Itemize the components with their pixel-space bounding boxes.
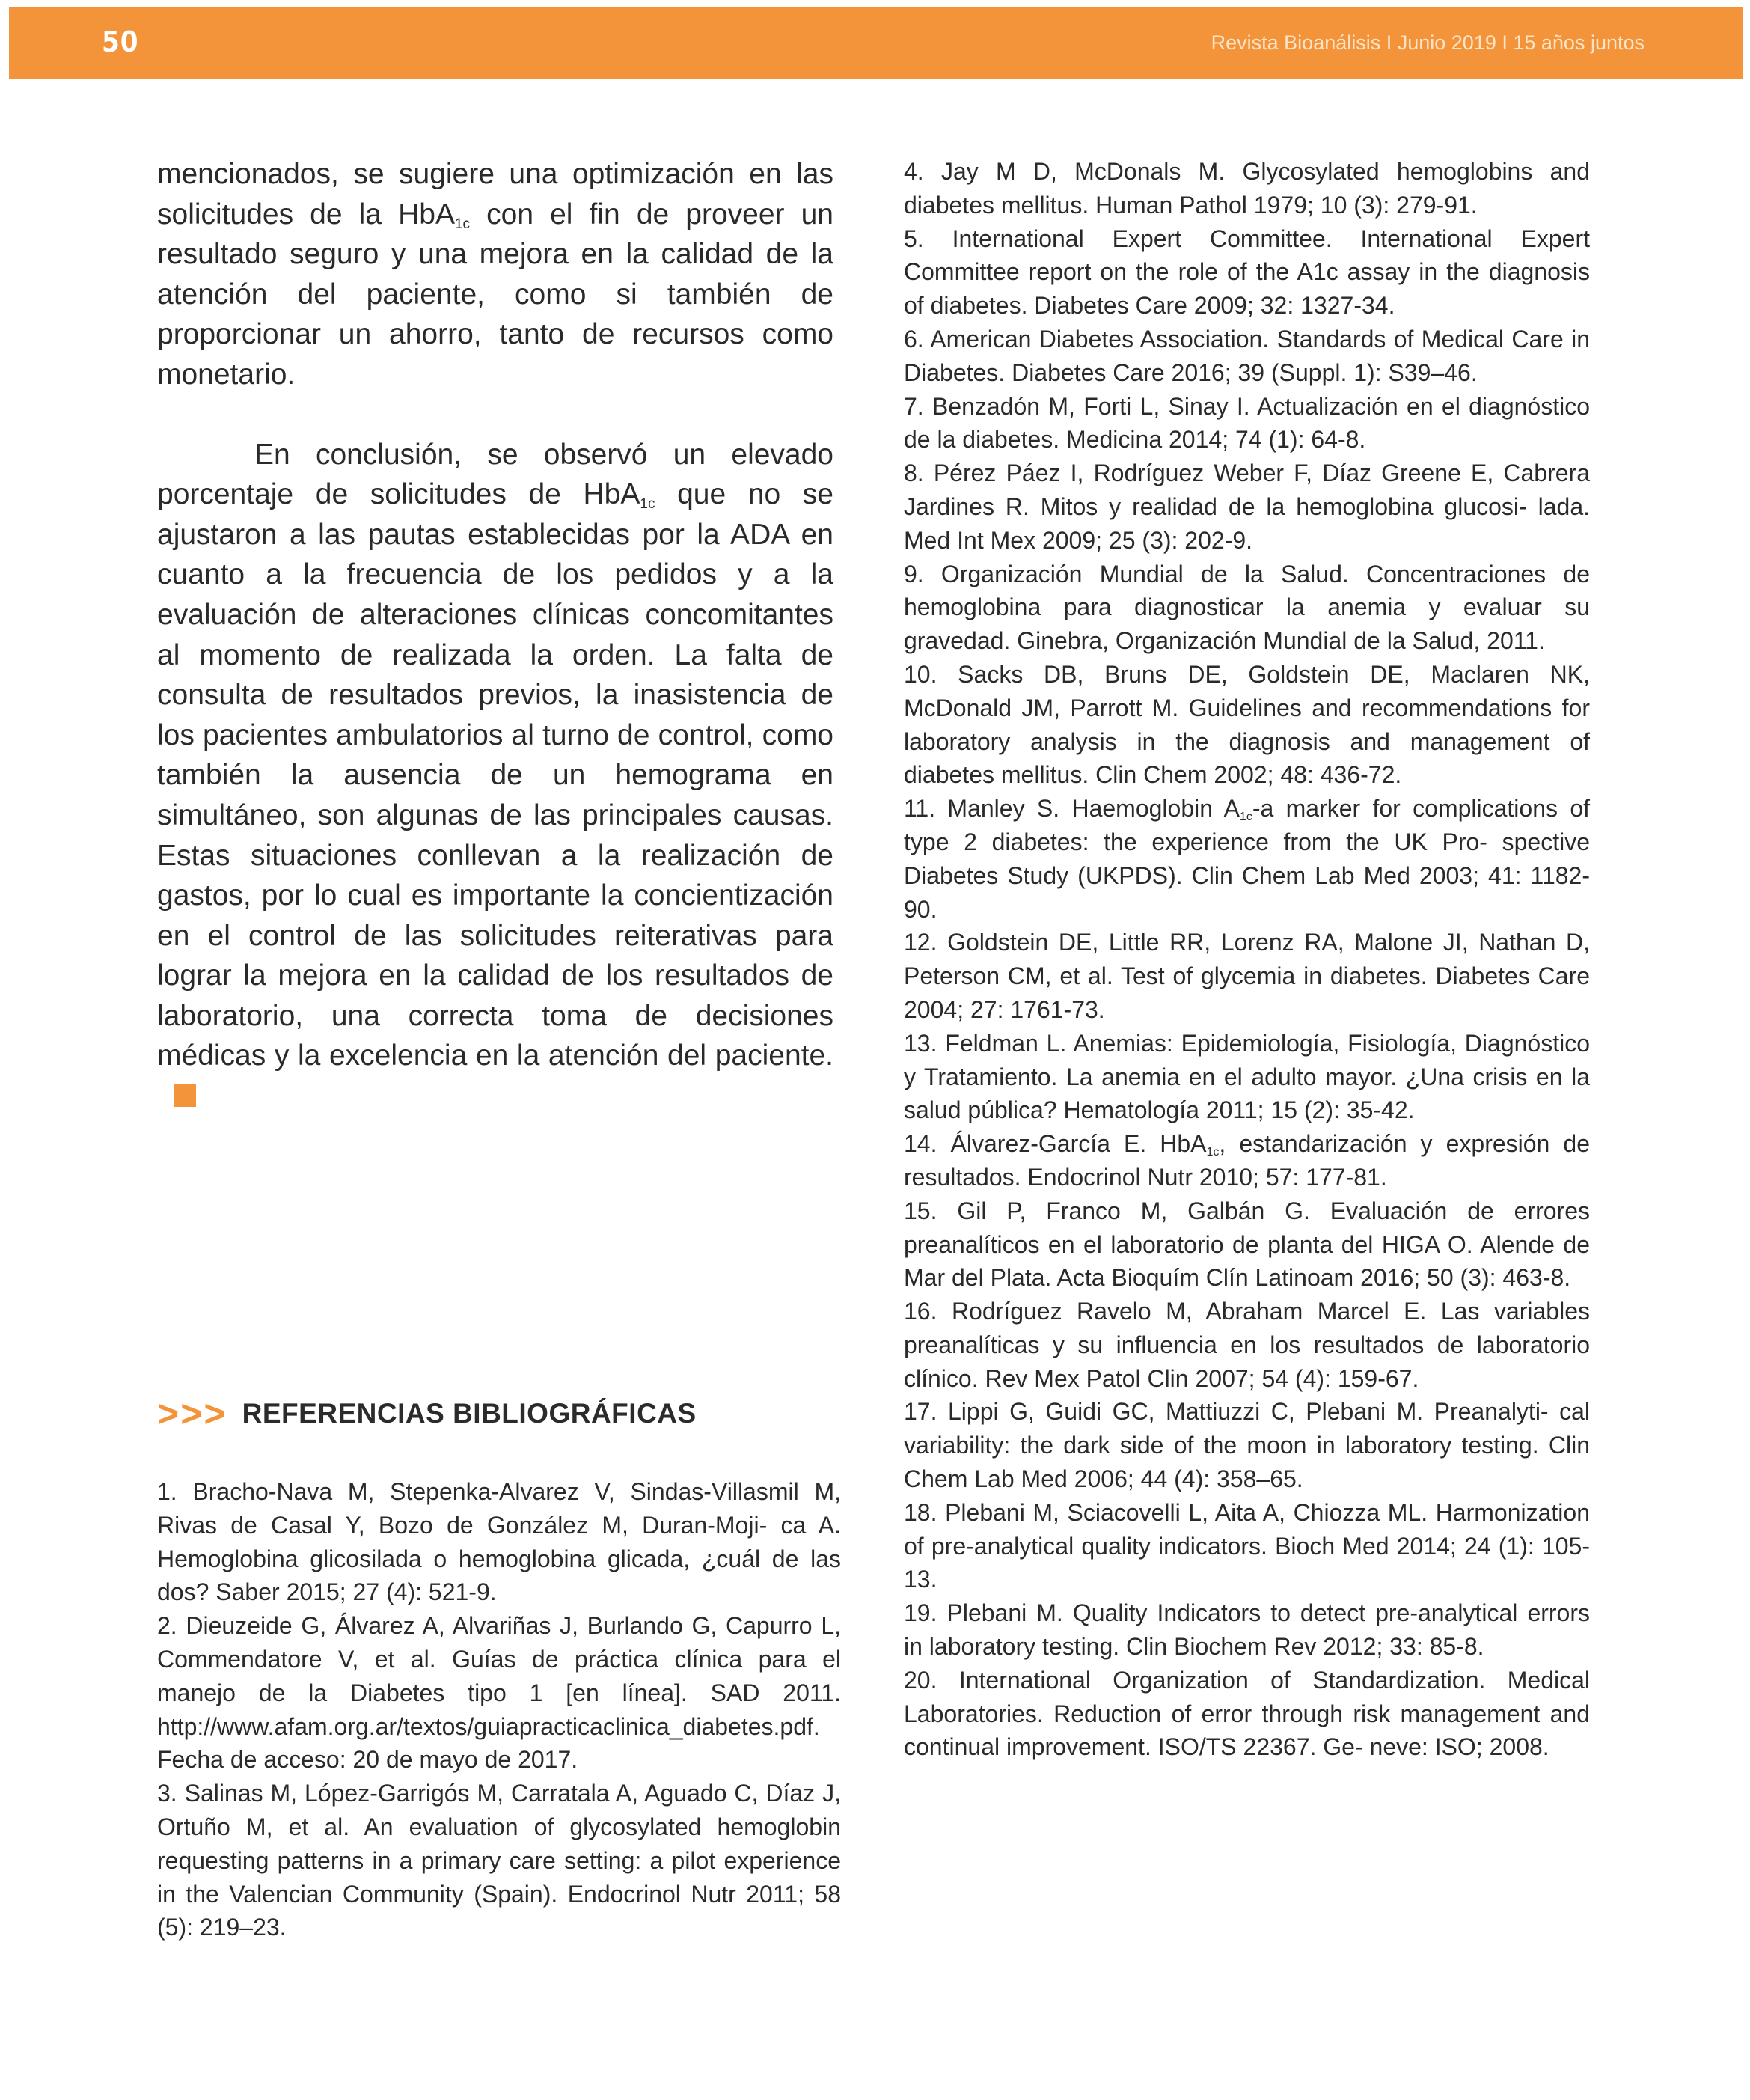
page-header-bar <box>9 7 1743 79</box>
reference-item: 7. Benzadón M, Forti L, Sinay I. Actualización en el diagnóstico de la diabetes. Medicina 2014; 74 (1): 64-8. <box>904 392 1590 454</box>
chevrons-icon: >>> <box>157 1393 227 1435</box>
body-paragraph-1: mencionados, se sugiere una optimización en las solicitudes de la HbA$_{1c}$ con el fin de proveer un resultado seguro y una mejora en la calidad de la atención del paciente, como si también de proporcionar un ahorro, tanto de recursos como monetario. <box>157 158 833 391</box>
reference-item: 10. Sacks DB, Bruns DE, Goldstein DE, Maclaren NK, McDonald JM, Parrott M. Guidelines and recommendations for laboratory analysis in the diagnosis and management of diabetes mellitus. Clin Chem 2002; 48: 436-72. <box>904 660 1590 789</box>
end-of-article-square-icon <box>174 1084 196 1107</box>
references-list-right <box>904 155 1590 1764</box>
reference-item: 11. Manley S. Haemoglobin $A_{1c}-a$ marker for complications of type 2 diabetes: the experience from the UK Pro- spective Diabetes Study (UKPDS). Clin Chem Lab Med 2003; 41: 1182-90. <box>904 795 1591 923</box>
reference-item: 14. Álvarez-García E. HbA$_{1c}$, estandarización y expresión de resultados. Endocrinol Nutr 2010; 57: 177-81. <box>904 1130 1591 1191</box>
reference-item: 5. International Expert Committee. International Expert Committee report on the role of the A1c assay in the diagnosis of diabetes. Diabetes Care 2009; 32: 1327-34. <box>904 225 1590 320</box>
running-head: Revista Bioanálisis I Junio 2019 I 15 años juntos <box>1211 31 1645 54</box>
body-paragraph-2: En conclusión, se observó un elevado porcentaje de solicitudes de HbA$_{1c}$ que no se ajustaron a las pautas establecidas por la ADA en cuanto a la frecuencia de los pedidos y a la evaluación de alteraciones clínicas concomitantes al momento de realizada la orden. La falta de consulta de resultados previos, la inasistencia de los pacientes ambulatorios al turno de control, como también la ausencia de un hemograma en simultáneo, son algunas de las principales causas. Estas situaciones conllevan a la realización de gastos, por lo cual es importante la concientización en el control de las solicitudes reiterativas para lograr la mejora en la calidad de los resultados de laboratorio, una correcta toma de decisiones médicas y la excelencia en la atención del paciente. <box>157 435 833 1117</box>
reference-item: 6. American Diabetes Association. Standards of Medical Care in Diabetes. Diabetes Care 2016; 39 (Suppl. 1): S39–46. <box>904 325 1590 386</box>
references-heading <box>157 1393 697 1435</box>
reference-item: 8. Pérez Páez I, Rodríguez Weber F, Díaz Greene E, Cabrera Jardines R. Mitos y realidad de la hemoglobina glucosi- lada. Med Int Mex 2009; 25 (3): 202-9. <box>904 460 1590 554</box>
reference-item: 4. Jay M D, McDonals M. Glycosylated hemoglobins and diabetes mellitus. Human Pathol 1979; 10 (3): 279-91. <box>904 158 1590 219</box>
reference-item: 16. Rodríguez Ravelo M, Abraham Marcel E. Las variables preanalíticas y su influencia en los resultados de laboratorio clínico. Rev Mex Patol Clin 2007; 54 (4): 159-67. <box>904 1298 1590 1392</box>
reference-item: 12. Goldstein DE, Little RR, Lorenz RA, Malone JI, Nathan D, Peterson CM, et al. Test of glycemia in diabetes. Diabetes Care 2004; 27: 1761-73. <box>904 929 1590 1023</box>
reference-item: 13. Feldman L. Anemias: Epidemiología, Fisiología, Diagnóstico y Tratamiento. La anemia en el adulto mayor. ¿Una crisis en la salud pública? Hematología 2011; 15 (2): 35-42. <box>904 1029 1590 1124</box>
reference-item: 19. Plebani M. Quality Indicators to detect pre-analytical errors in laboratory testing. Clin Biochem Rev 2012; 33: 85-8. <box>904 1599 1590 1661</box>
reference-item: 1. Bracho-Nava M, Stepenka-Alvarez V, Sindas-Villasmil M, Rivas de Casal Y, Bozo de González M, Duran-Moji- ca A. Hemoglobina glicosilada o hemoglobina glicada, ¿cuál de las dos? Saber 2015; 27 (4): 521-9. <box>157 1478 841 1606</box>
reference-item: 17. Lippi G, Guidi GC, Mattiuzzi C, Plebani M. Preanalyti- cal variability: the dark side of the moon in laboratory testing. Clin Chem Lab Med 2006; 44 (4): 358–65. <box>904 1398 1590 1493</box>
reference-item: 18. Plebani M, Sciacovelli L, Aita A, Chiozza ML. Harmonization of pre-analytical quality indicators. Bioch Med 2014; 24 (1): 105-13. <box>904 1498 1590 1593</box>
references-title: REFERENCIAS BIBLIOGRÁFICAS <box>242 1398 697 1429</box>
reference-item: 9. Organización Mundial de la Salud. Concentraciones de hemoglobina para diagnosticar la anemia y evaluar su gravedad. Ginebra, Organización Mundial de la Salud, 2011. <box>904 560 1590 655</box>
reference-item: 15. Gil P, Franco M, Galbán G. Evaluación de errores preanalíticos en el laboratorio de planta del HIGA O. Alende de Mar del Plata. Acta Bioquím Clín Latinoam 2016; 50 (3): 463-8. <box>904 1197 1590 1292</box>
reference-item: 2. Dieuzeide G, Álvarez A, Alvariñas J, Burlando G, Capurro L, Commendatore V, et al. Guías de práctica clínica para el manejo de la Diabetes tipo 1 [en línea]. SAD 2011. http://www.afam.org.ar/textos/guiapracticaclinica_diabetes.pdf. Fecha de acceso: 20 de mayo de 2017. <box>157 1612 841 1774</box>
references-list-left <box>157 1475 841 1944</box>
reference-item: 3. Salinas M, López-Garrigós M, Carratala A, Aguado C, Díaz J, Ortuño M, et al. An evaluation of glycosylated hemoglobin requesting patterns in a primary care setting: a pilot experience in the Valencian Community (Spain). Endocrinol Nutr 2011; 58 (5): 219–23. <box>157 1780 841 1941</box>
reference-item: 20. International Organization of Standardization. Medical Laboratories. Reduction of error through risk management and continual improvement. ISO/TS 22367. Ge- neve: ISO; 2008. <box>904 1666 1590 1761</box>
body-text-column <box>157 154 833 1117</box>
page-number: 50 <box>102 25 139 58</box>
